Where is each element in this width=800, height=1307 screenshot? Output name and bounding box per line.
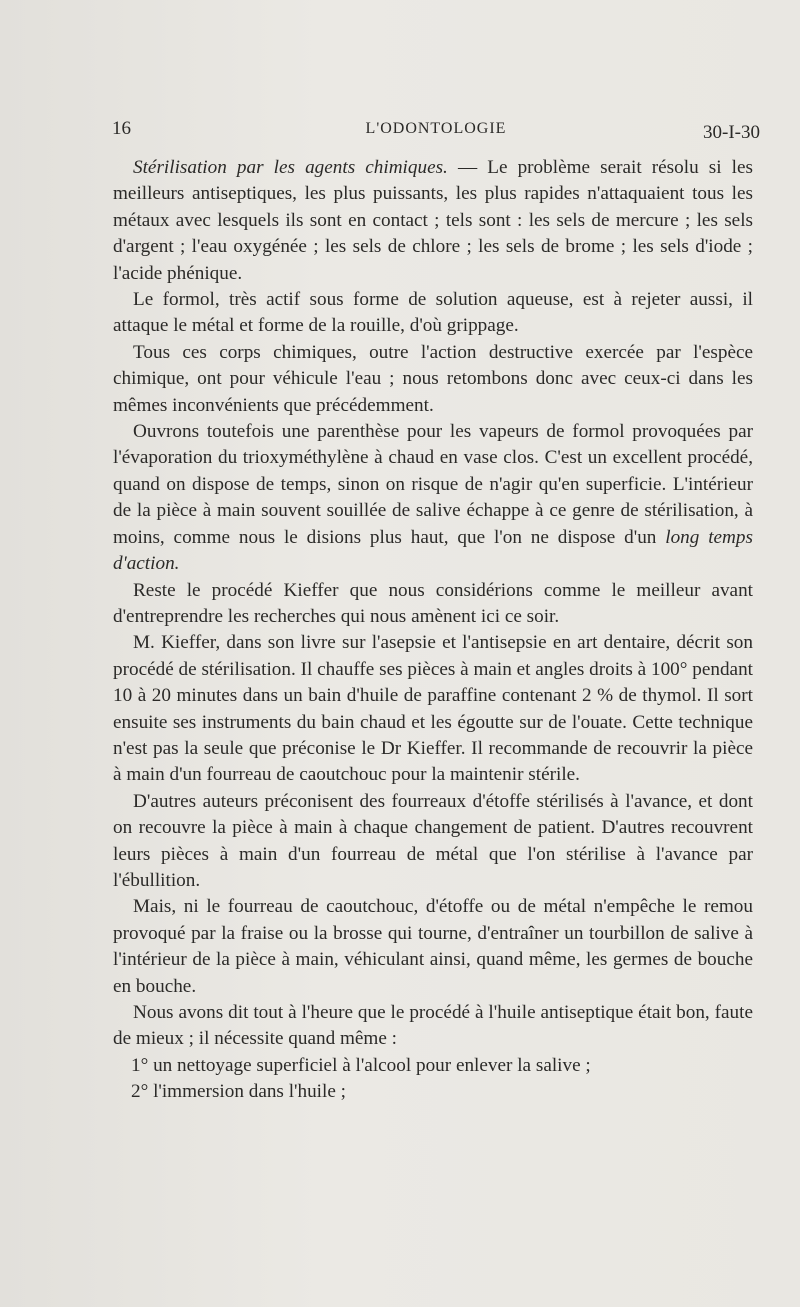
page-header	[112, 118, 760, 148]
paragraph: Tous ces corps chimiques, outre l'action destructive exercée par l'espèce chimique, ont pour véhicule l'eau ; nous retombons donc avec ceux-ci dans les mêmes inconvénients que précédemment.	[113, 341, 753, 416]
emphasis: long temps d'action.	[113, 526, 753, 575]
paragraph: Stérilisation par les agents chimiques. — Le problème serait résolu si les meilleurs antiseptiques, les plus puissants, les plus rapides n'attaquaient tous les métaux avec lesquels ils sont en contact ; tels sont : les sels de mercure ; les sels d'argent ; l'eau oxygénée ; les sels de chlore ; les sels de brome ; les sels d'iode ; l'acide phénique.	[113, 157, 753, 284]
paragraph: Ouvrons toutefois une parenthèse pour les vapeurs de formol provoquées par l'évaporation du trioxyméthylène à chaud en vase clos. C'est un excellent procédé, quand on dispose de temps, sinon on risque de n'agir qu'en superficie. L'intérieur de la pièce à main souvent souillée de salive échappe à ce genre de stérilisation, à moins, comme nous le disions plus haut, que l'on ne dispose d'un long temps d'action.	[113, 421, 753, 575]
paragraph: Le formol, très actif sous forme de solution aqueuse, est à rejeter aussi, il attaque le métal et forme de la rouille, d'où grippage.	[113, 289, 753, 337]
page-number: 16	[112, 118, 131, 139]
paragraph: Nous avons dit tout à l'heure que le procédé à l'huile antiseptique était bon, faute de mieux ; il nécessite quand même :	[113, 1002, 753, 1050]
list-item: 2° l'immersion dans l'huile ;	[131, 1081, 346, 1103]
paragraph: D'autres auteurs préconisent des fourreaux d'étoffe stérilisés à l'avance, et dont on recouvre la pièce à main à chaque changement de patient. D'autres recouvrent leurs pièces à main d'un fourreau de métal que l'on stérilise à l'avance par l'ébullition.	[113, 790, 753, 891]
section-heading: Stérilisation par les agents chimiques.	[133, 157, 448, 178]
issue-date: 30-I-30	[703, 122, 760, 143]
running-title: L'ODONTOLOGIE	[365, 120, 507, 137]
body-text	[113, 155, 753, 1106]
paragraph: Mais, ni le fourreau de caoutchouc, d'étoffe ou de métal n'empêche le remou provoqué par la fraise ou la brosse qui tourne, d'entraîner un tourbillon de salive à l'intérieur de la pièce à main, véhiculant ainsi, quand même, les germes de bouche en bouche.	[113, 896, 753, 997]
paragraph: Reste le procédé Kieffer que nous considérions comme le meilleur avant d'entreprendre les recherches qui nous amènent ici ce soir.	[113, 579, 753, 627]
list-item: 1° un nettoyage superficiel à l'alcool pour enlever la salive ;	[131, 1054, 591, 1076]
paragraph: M. Kieffer, dans son livre sur l'asepsie et l'antisepsie en art dentaire, décrit son procédé de stérilisation. Il chauffe ses pièces à main et angles droits à 100° pendant 10 à 20 minutes dans un bain d'huile de paraffine contenant 2 % de thymol. Il sort ensuite ses instruments du bain chaud et les égoutte sur de l'ouate. Cette technique n'est pas la seule que préconise le Dr Kieffer. Il recommande de recouvrir la pièce à main d'un fourreau de caoutchouc pour la maintenir stérile.	[113, 632, 753, 786]
